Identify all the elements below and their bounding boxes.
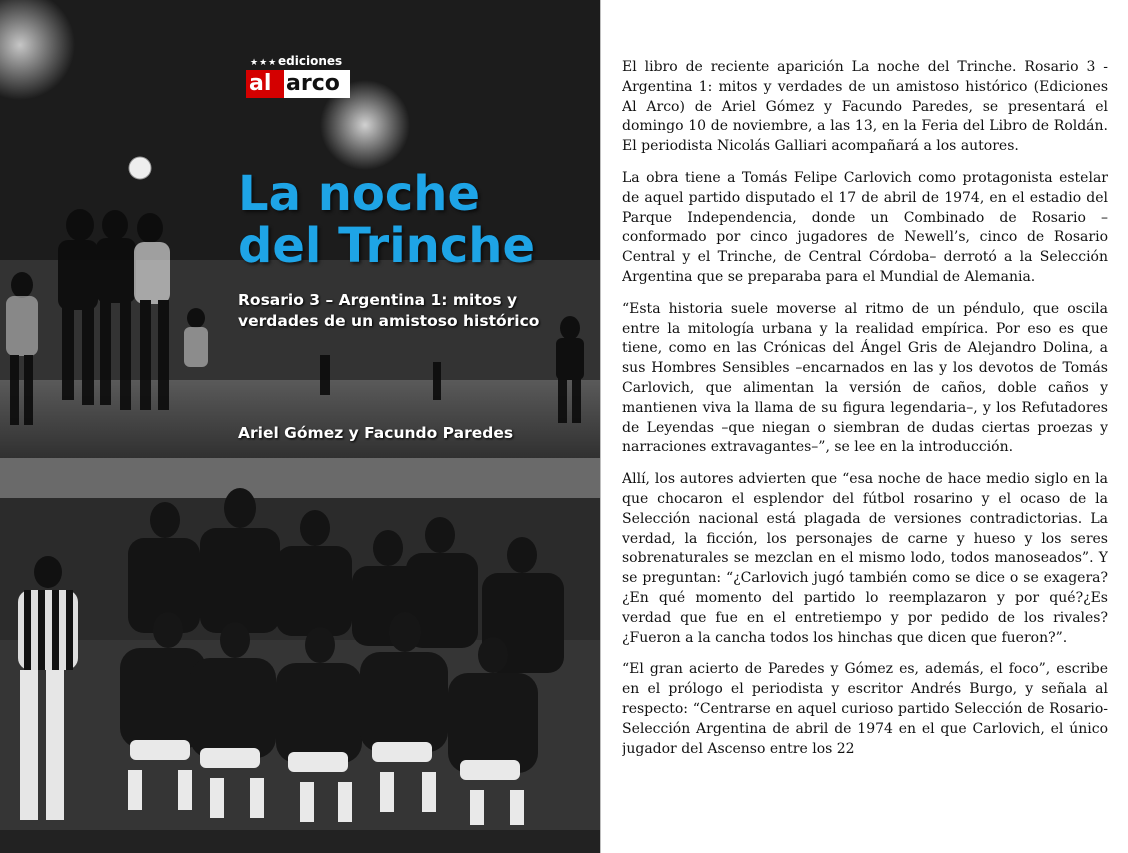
publisher-logo-arco: arco [286, 71, 340, 96]
book-title-line1: La noche [238, 166, 481, 222]
article-paragraph: La obra tiene a Tomás Felipe Carlovich como protagonista estelar de aquel partido disputado el 17 de abril de 1974, en el estadio del Parque Independencia, donde un Combinado de Rosario –conformado por cinco jugadores de Newell’s, cinco de Rosario Central y el Trinche, de Central Córdoba– derrotó a la Selección Argentina que se preparaba para el Mundial de Alemania. [622, 169, 1108, 285]
book-title-line2: del Trinche [238, 218, 536, 274]
article-paragraph: “El gran acierto de Paredes y Gómez es, además, el foco”, escribe en el prólogo el periodista y escritor Andrés Burgo, y señala al respecto: “Centrarse en aquel curioso partido Selección de Rosario-Selección Argentina de abril de 1974 en el que Carlovich, el único jugador del Ascenso entre los 22 [622, 661, 1108, 757]
publisher-label: ediciones [278, 54, 343, 68]
page-divider [600, 0, 601, 853]
publisher-stars: ★★★ [250, 58, 278, 68]
book-title [238, 168, 535, 272]
publisher-logo-al: al [249, 71, 272, 96]
article-paragraph: Allí, los autores advierten que “esa noche de hace medio siglo en la que chocaron el esplendor del fútbol rosarino y el ocaso de la Selección nacional está plagada de versiones contradictorias. La verdad, la ficción, los personajes de carne y hueso y los seres sobrenaturales se mezclan en el mismo lodo, todos manoseados”. Y se preguntan: “¿Carlovich jugó también como se dice o se exagera?¿En qué momento del partido lo reemplazaron y por qué?¿Es verdad que fue en el entretiempo y por pedido de los rivales?¿Fueron a la cancha todos los hinchas que dicen que fueron?”. [622, 471, 1108, 646]
book-subtitle: Rosario 3 – Argentina 1: mitos y verdades de un amistoso histórico [238, 291, 540, 330]
article-paragraph: El libro de reciente aparición La noche del Trinche. Rosario 3 - Argentina 1: mitos y verdades de un amistoso histórico (Ediciones Al Arco) de Ariel Gómez y Facundo Paredes, se presentará el domingo 10 de noviembre, a las 13, en la Feria del Libro de Roldán. El periodista Nicolás Galliari acompañará a los autores. [622, 59, 1108, 155]
article-paragraph: “Esta historia suele moverse al ritmo de un péndulo, que oscila entre la mitología urbana y la realidad empírica. Por eso es que tiene, como en las Crónicas del Ángel Gris de Alejandro Dolina, a sus Hombres Sensibles –encarnados en las y los devotos de Tomás Carlovich, que alimentan la versión de caños, doble caños y mantienen viva la llama de su figura legendaria–, y los Refutadores de Leyendas –que niegan o siembran de dudas ciertas proezas y narraciones extravagantes–”, se lee en la introducción. [622, 300, 1108, 456]
article-body [622, 58, 1108, 838]
football-ball [129, 157, 151, 179]
publisher-logo-box [246, 70, 350, 98]
book-authors: Ariel Gómez y Facundo Paredes [238, 424, 514, 442]
